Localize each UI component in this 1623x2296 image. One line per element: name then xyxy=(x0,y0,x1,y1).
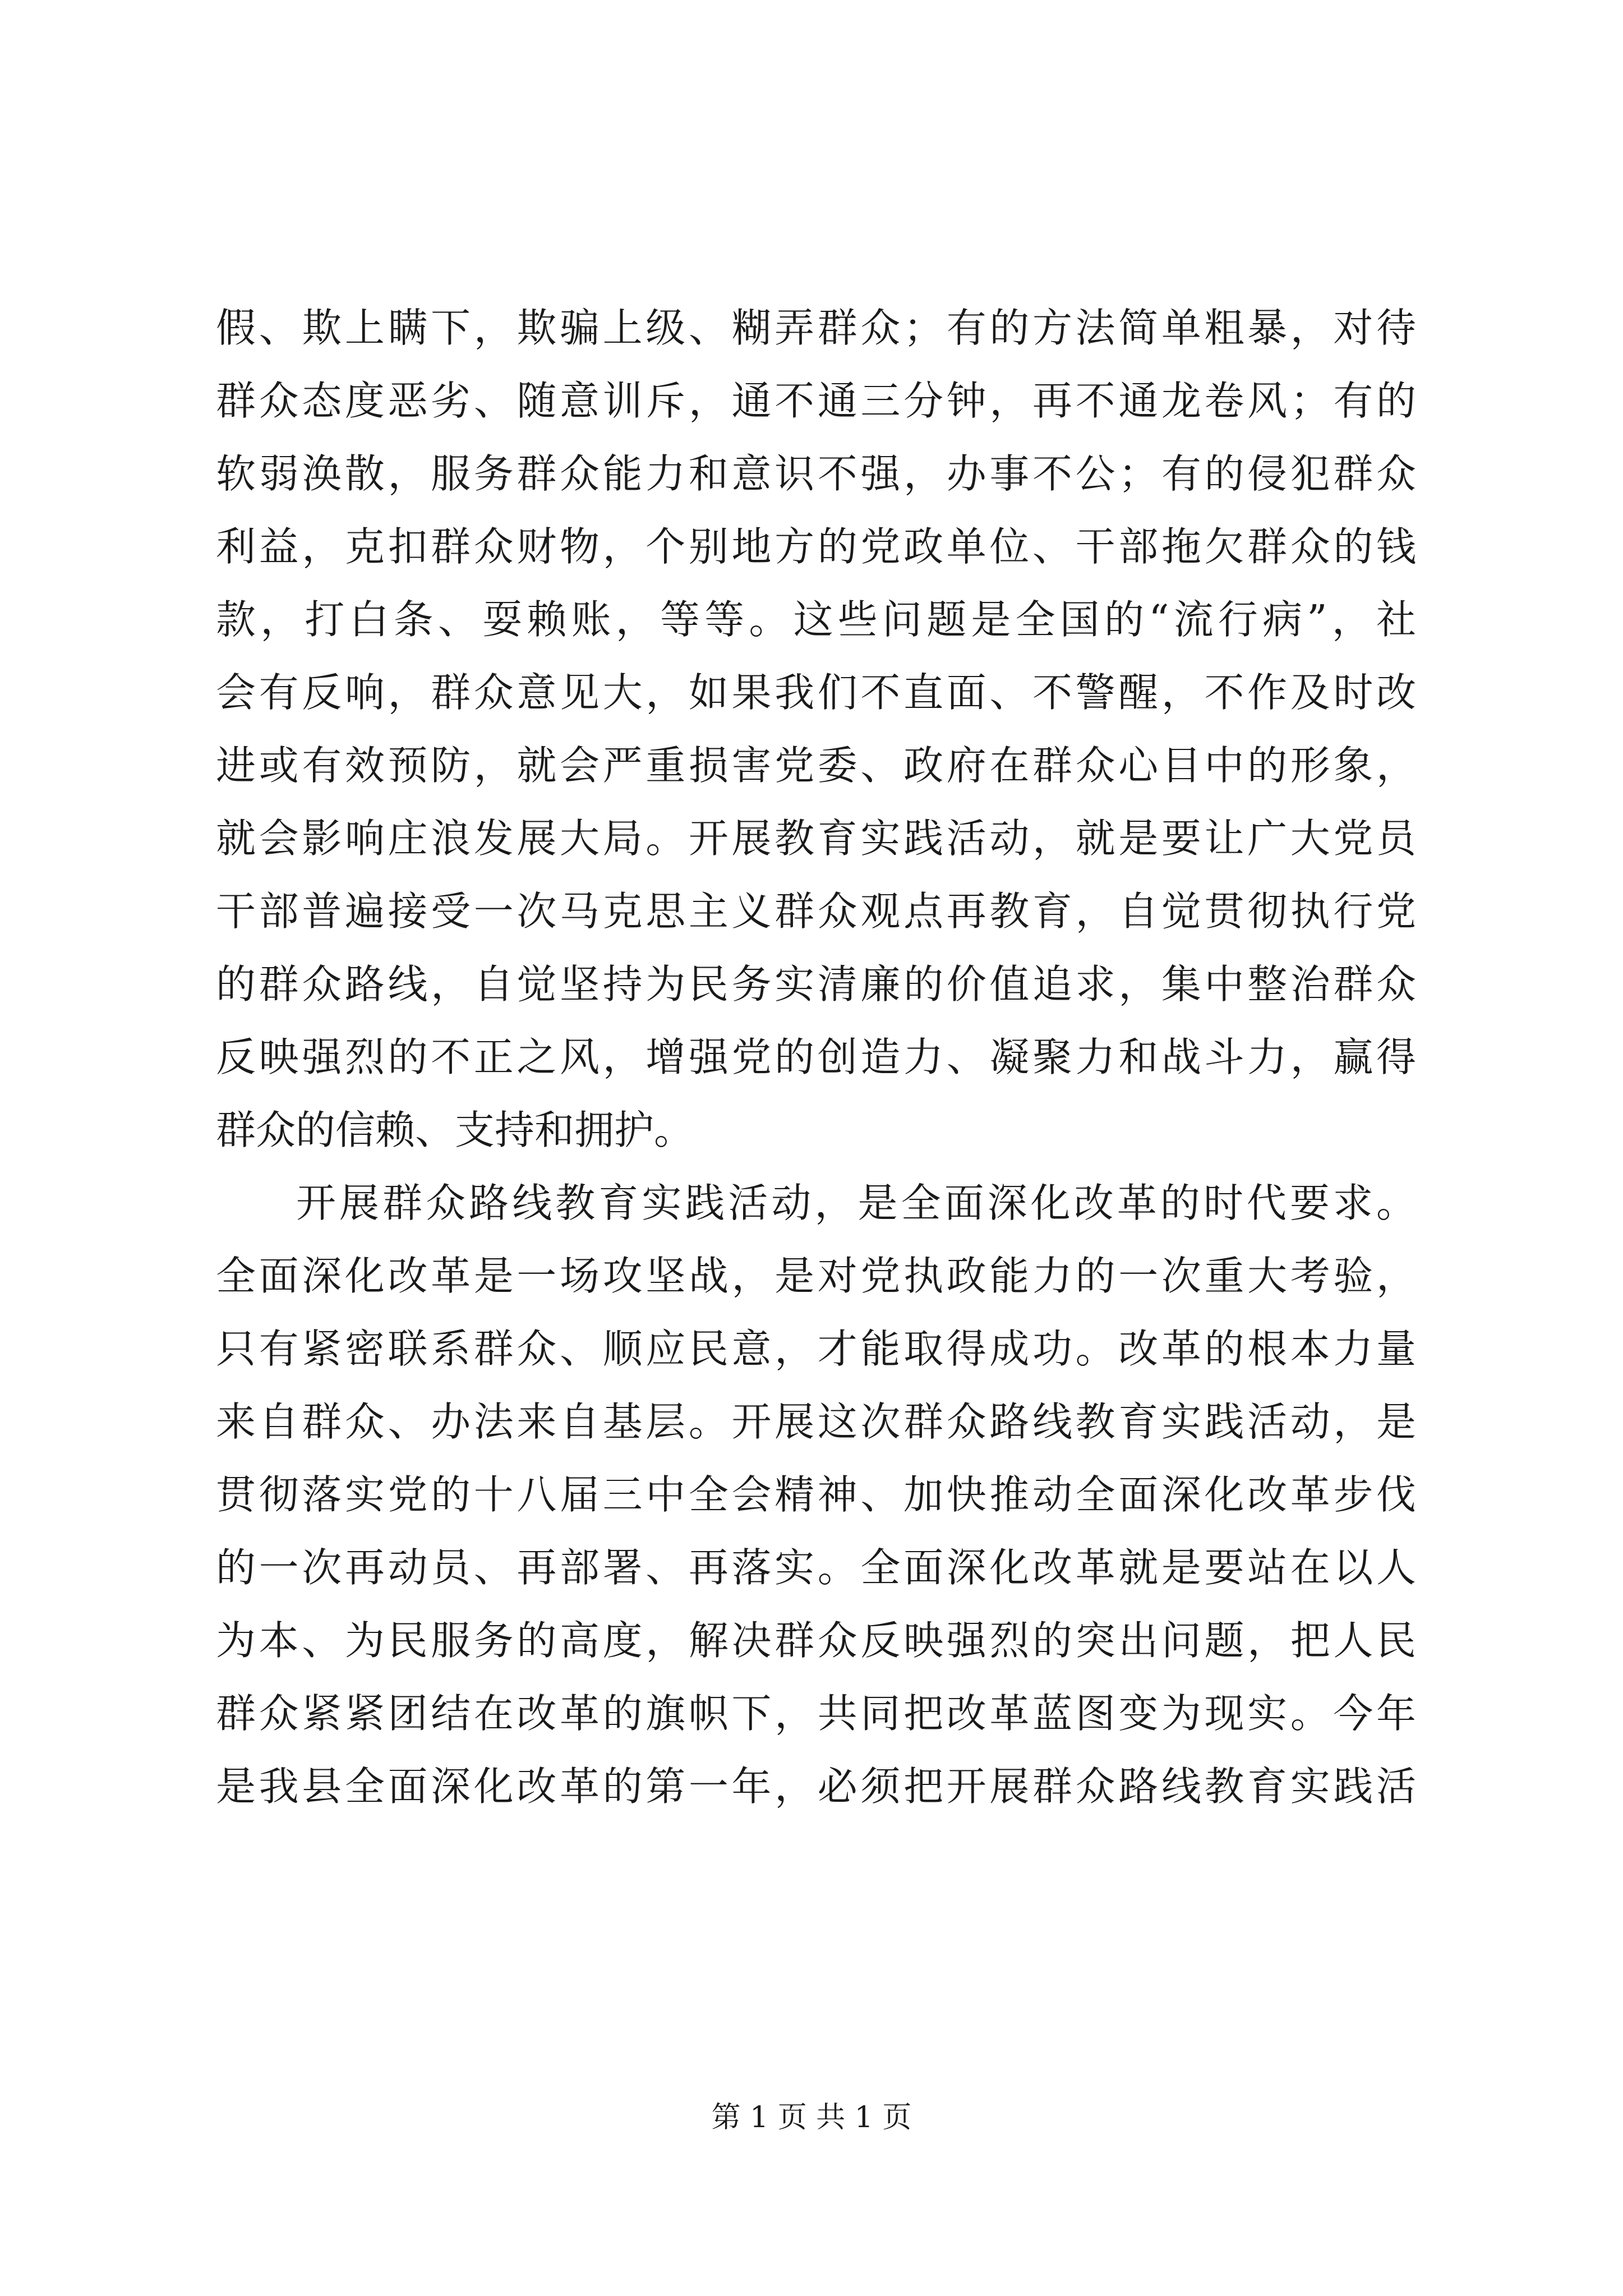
text-line: 群众的信赖、支持和拥护。 xyxy=(216,1107,694,1153)
text-line: 反映强烈的不正之风，增强党的创造力、凝聚力和战斗力，赢得 xyxy=(216,1034,1416,1080)
text-line: 的群众路线，自觉坚持为民务实清廉的价值追求，集中整治群众 xyxy=(216,961,1416,1007)
text-line: 只有紧密联系群众、顺应民意，才能取得成功。改革的根本力量 xyxy=(216,1326,1416,1372)
text-line: 干部普遍接受一次马克思主义群众观点再教育，自觉贯彻执行党 xyxy=(216,888,1416,935)
text-line: 的一次再动员、再部署、再落实。全面深化改革就是要站在以人 xyxy=(216,1544,1416,1591)
text-line: 款，打白条、耍赖账，等等。这些问题是全国的“流行病”，社 xyxy=(216,596,1416,643)
text-line: 利益，克扣群众财物，个别地方的党政单位、干部拖欠群众的钱 xyxy=(216,523,1416,570)
text-line: 会有反响，群众意见大，如果我们不直面、不警醒，不作及时改 xyxy=(216,669,1416,716)
text-line: 软弱涣散，服务群众能力和意识不强，办事不公；有的侵犯群众 xyxy=(216,450,1416,497)
page-footer: 第 1 页 共 1 页 xyxy=(711,2101,912,2134)
text-line: 假、欺上瞒下，欺骗上级、糊弄群众；有的方法简单粗暴，对待 xyxy=(216,305,1416,351)
text-line: 贯彻落实党的十八届三中全会精神、加快推动全面深化改革步伐 xyxy=(216,1471,1416,1518)
paragraph-1 xyxy=(216,292,1416,1167)
text-line: 开展群众路线教育实践活动，是全面深化改革的时代要求。 xyxy=(296,1180,1416,1226)
text-line: 群众态度恶劣、随意训斥，通不通三分钟，再不通龙卷风；有的 xyxy=(216,378,1416,424)
text-line: 来自群众、办法来自基层。开展这次群众路线教育实践活动，是 xyxy=(216,1398,1416,1445)
text-line: 就会影响庄浪发展大局。开展教育实践活动，就是要让广大党员 xyxy=(216,815,1416,862)
body-text xyxy=(216,292,1416,1823)
text-line: 为本、为民服务的高度，解决群众反映强烈的突出问题，把人民 xyxy=(216,1617,1416,1664)
paragraph-2 xyxy=(216,1167,1416,1823)
text-line: 进或有效预防，就会严重损害党委、政府在群众心目中的形象， xyxy=(216,742,1416,789)
text-line: 群众紧紧团结在改革的旗帜下，共同把改革蓝图变为现实。今年 xyxy=(216,1690,1416,1737)
text-line: 全面深化改革是一场攻坚战，是对党执政能力的一次重大考验， xyxy=(216,1253,1416,1299)
text-line: 是我县全面深化改革的第一年，必须把开展群众路线教育实践活 xyxy=(216,1763,1416,1810)
